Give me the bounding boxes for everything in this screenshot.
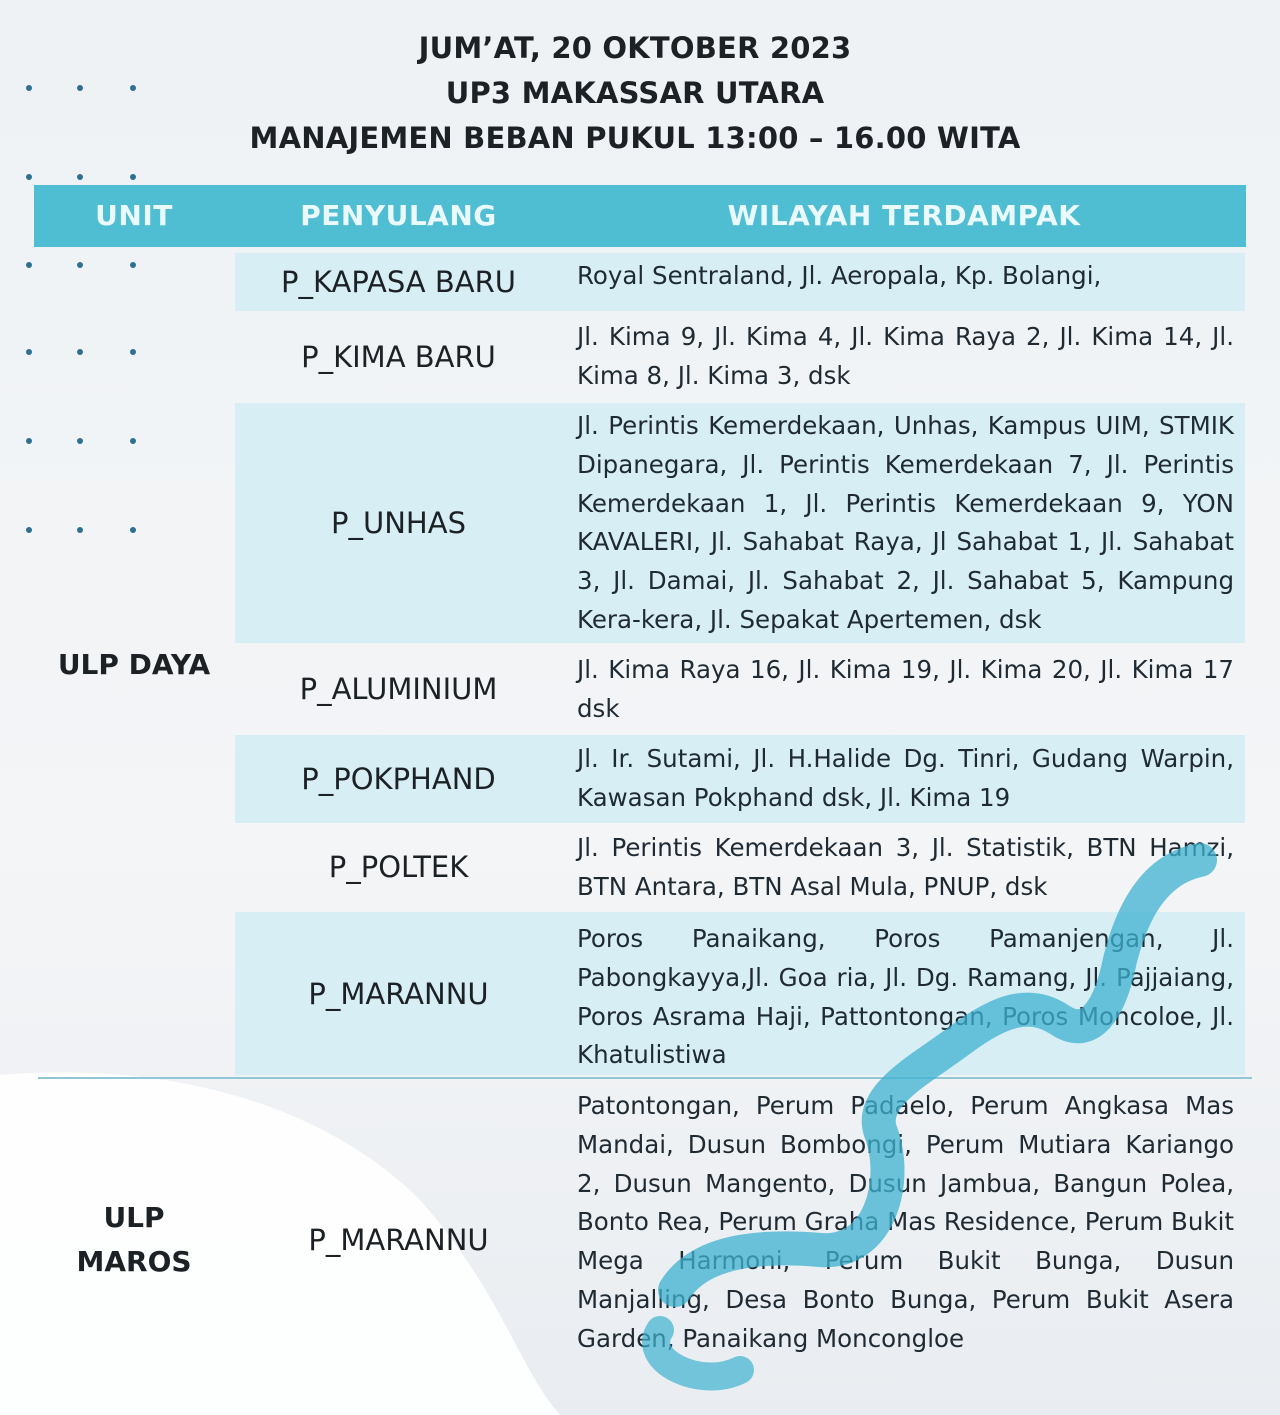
feeder-name: P_POLTEK	[328, 850, 469, 884]
feeder-name: P_KIMA BARU	[301, 340, 496, 374]
feeder-name: P_POKPHAND	[301, 762, 496, 796]
section-divider	[38, 1077, 1252, 1079]
unit-label-line: ULP	[103, 1201, 165, 1234]
unit-label-line: MAROS	[76, 1245, 192, 1278]
header-schedule: MANAJEMEN BEBAN PUKUL 13:00 – 16.00 WITA	[249, 121, 1021, 155]
feeder-name: P_MARANNU	[308, 976, 489, 1011]
affected-area: Poros Panaikang, Poros Pamanjengan, Jl. Pabongkayya,Jl. Goa ria, Jl. Dg. Ramang, Jl. Pajjaiang, Poros Asrama Haji, Pattontongan, Poros Moncoloe, Jl. Khatulistiwa	[577, 924, 1234, 1070]
column-header-wilayah: WILAYAH TERDAMPAK	[727, 199, 1081, 232]
affected-area: Jl. Kima 9, Jl. Kima 4, Jl. Kima Raya 2, Jl. Kima 14, Jl. Kima 8, Jl. Kima 3, dsk	[577, 322, 1234, 390]
affected-area: Jl. Kima Raya 16, Jl. Kima 19, Jl. Kima 20, Jl. Kima 17 dsk	[577, 655, 1234, 723]
feeder-name: P_MARANNU	[308, 1223, 489, 1257]
feeder-name: P_ALUMINIUM	[299, 672, 498, 706]
affected-area: Royal Sentraland, Jl. Aeropala, Kp. Bolangi,	[577, 261, 1102, 290]
column-header-unit: UNIT	[95, 199, 173, 232]
feeder-name: P_KAPASA BARU	[281, 265, 516, 299]
table-header-row	[34, 185, 1246, 247]
header-date: JUM’AT, 20 OKTOBER 2023	[418, 31, 852, 65]
unit-ulp-daya: ULP DAYA	[57, 648, 211, 681]
affected-area: Jl. Ir. Sutami, Jl. H.Halide Dg. Tinri, Gudang Warpin, Kawasan Pokphand dsk, Jl. Kima 19	[577, 744, 1234, 812]
header-office: UP3 MAKASSAR UTARA	[445, 76, 825, 110]
document-header	[0, 26, 1270, 161]
unit-ulp-maros	[34, 1196, 234, 1284]
affected-area: Jl. Perintis Kemerdekaan 3, Jl. Statistik, BTN Hamzi, BTN Antara, BTN Asal Mula, PNUP, dsk	[577, 833, 1234, 901]
column-header-penyulang: PENYULANG	[300, 199, 497, 232]
affected-area: Patontongan, Perum Padaelo, Perum Angkasa Mas Mandai, Dusun Bombongi, Perum Mutiara Kariango 2, Dusun Mangento, Dusun Jambua, Bangun Polea, Bonto Rea, Perum Graha Mas Residence, Perum Bukit Mega Harmoni, Perum Bukit Bunga, Dusun Manjalling, Desa Bonto Bunga, Perum Bukit Asera Garden, Panaikang Moncongloe	[577, 1091, 1234, 1353]
feeder-name: P_UNHAS	[331, 506, 466, 540]
affected-area: Jl. Perintis Kemerdekaan, Unhas, Kampus UIM, STMIK Dipanegara, Jl. Perintis Kemerdekaan 7, Jl. Perintis Kemerdekaan 1, Jl. Perintis Kemerdekaan 9, YON KAVALERI, Jl. Sahabat Raya, Jl Sahabat 1, Jl. Sahabat 3, Jl. Damai, Jl. Sahabat 2, Jl. Sahabat 5, Kampung Kera-kera, Jl. Sepakat Apertemen, dsk	[577, 411, 1234, 634]
